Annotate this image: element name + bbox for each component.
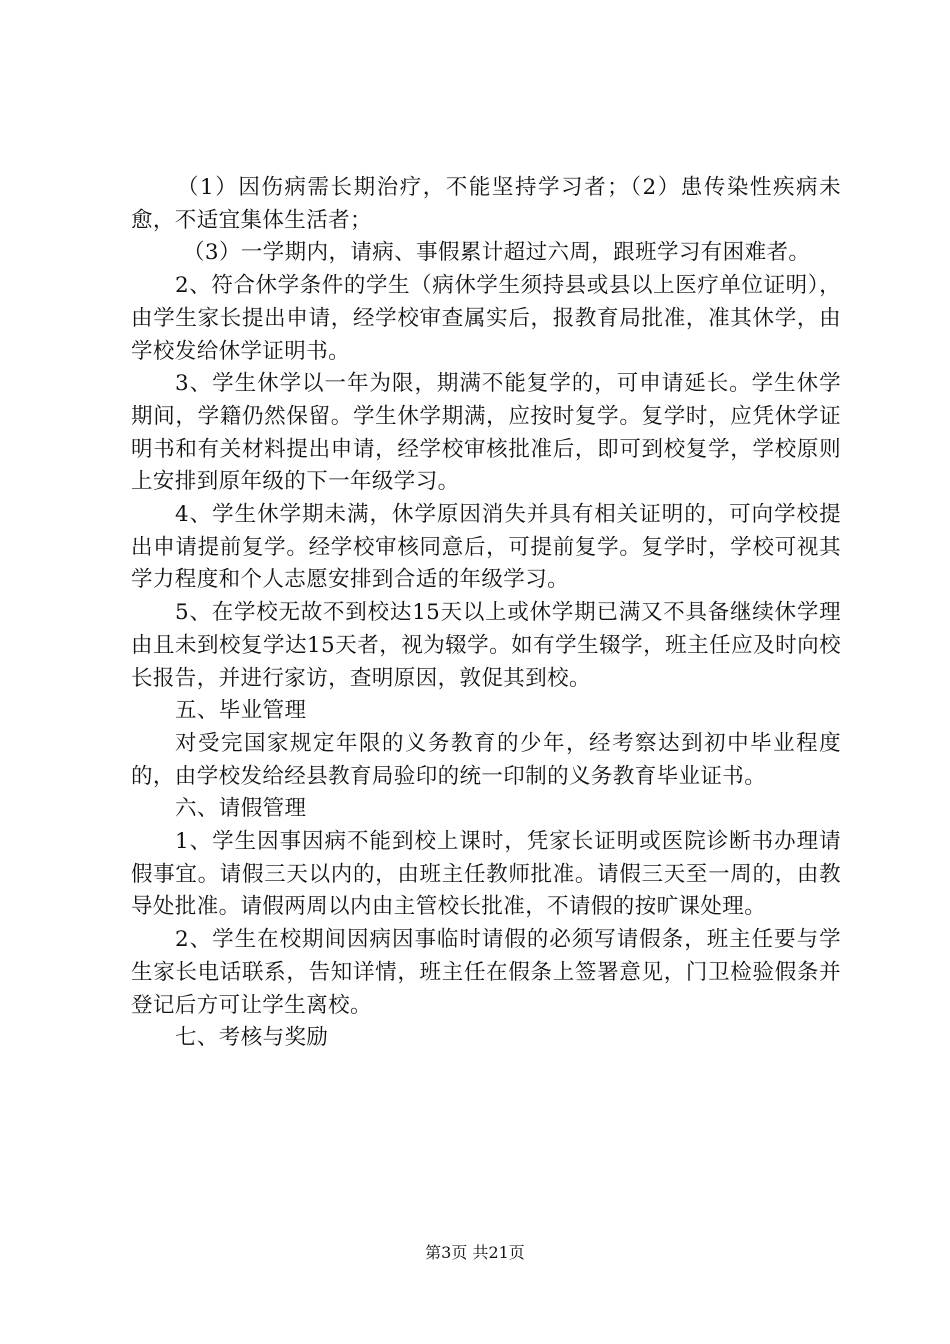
- section-heading-graduation: 五、毕业管理: [175, 698, 307, 724]
- paragraph-dropout: 5、在学校无故不到校达15天以上或休学期已满又不具备继续休学理由且未到校复学达15天者，视为辍学。如有学生辍学，班主任应及时向校长报告，并进行家访，查明原因，敦促其到校。: [131, 600, 841, 691]
- paragraph-leave-approval: 1、学生因事因病不能到校上课时，凭家长证明或医院诊断书办理请假事宜。请假三天以内的，由班主任教师批准。请假三天至一周的，由教导处批准。请假两周以内由主管校长批准，不请假的按旷课处理。: [131, 829, 841, 920]
- paragraph-early-return: 4、学生休学期未满，休学原因消失并具有相关证明的，可向学校提出申请提前复学。经学校审核同意后，可提前复学。复学时，学校可视其学力程度和个人志愿安排到合适的年级学习。: [131, 502, 841, 593]
- paragraph-graduation: 对受完国家规定年限的义务教育的少年，经考察达到初中毕业程度的，由学校发给经县教育局验印的统一印制的义务教育毕业证书。: [131, 730, 841, 789]
- section-heading-assessment: 七、考核与奖励: [175, 1025, 329, 1051]
- document-body: [131, 172, 841, 1055]
- paragraph-suspension-duration: 3、学生休学以一年为限，期满不能复学的，可申请延长。学生休学期间，学籍仍然保留。学生休学期满，应按时复学。复学时，应凭休学证明书和有关材料提出申请，经学校审核批准后，即可到校复学，学校原则上安排到原年级的下一年级学习。: [131, 371, 841, 495]
- page-number: 第3页 共21页: [425, 1243, 525, 1262]
- paragraph-condition-3: （3）一学期内，请病、事假累计超过六周，跟班学习有困难者。: [183, 240, 811, 266]
- section-heading-leave: 六、请假管理: [175, 796, 307, 822]
- paragraph-temporary-leave: 2、学生在校期间因病因事临时请假的必须写请假条，班主任要与学生家长电话联系，告知详情，班主任在假条上签署意见，门卫检验假条并登记后方可让学生离校。: [131, 927, 841, 1018]
- paragraph-conditions-1-2: （1）因伤病需长期治疗，不能坚持学习者；（2）患传染性疾病未愈，不适宜集体生活者；: [131, 175, 841, 233]
- paragraph-suspension-application: 2、符合休学条件的学生（病休学生须持县或县以上医疗单位证明），由学生家长提出申请，经学校审查属实后，报教育局批准，准其休学，由学校发给休学证明书。: [131, 273, 841, 364]
